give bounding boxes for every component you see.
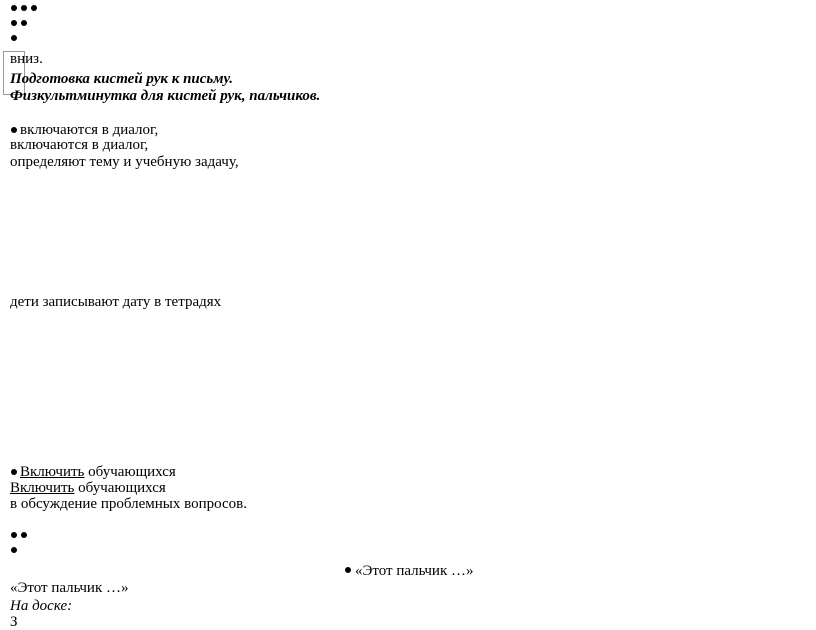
heading-prep: Подготовка кистей рук к письму. bbox=[10, 71, 234, 87]
include-rest-a: обучающихся bbox=[84, 464, 176, 480]
cut-off-line: З bbox=[10, 614, 18, 630]
bullet-dot bbox=[21, 5, 27, 11]
bullet-dot bbox=[21, 20, 27, 26]
bullet-dot bbox=[21, 532, 27, 538]
dialog-line-b: включаются в диалог, bbox=[10, 137, 149, 153]
board-label: На доске: bbox=[10, 598, 73, 614]
bullet-dot bbox=[11, 547, 17, 553]
date-line: дети записывают дату в тетрадях bbox=[10, 294, 222, 310]
discussion-line: в обсуждение проблемных вопросов. bbox=[10, 496, 247, 512]
heading-physical: Физкультминутка для кистей рук, пальчиков. bbox=[10, 88, 321, 104]
include-word-a: Включить bbox=[20, 464, 85, 480]
bullet-dot bbox=[11, 127, 17, 133]
bullet-dot bbox=[11, 469, 17, 475]
bullet-dot bbox=[11, 5, 17, 11]
line-down: вниз. bbox=[10, 51, 43, 67]
bullet-dot bbox=[11, 532, 17, 538]
include-line-b bbox=[10, 480, 166, 496]
topic-line: определяют тему и учебную задачу, bbox=[10, 154, 239, 170]
bullet-dot bbox=[11, 35, 17, 41]
include-line-a bbox=[20, 464, 176, 480]
finger-rhyme-left: «Этот пальчик …» bbox=[10, 580, 129, 596]
bullet-dot bbox=[345, 567, 351, 573]
include-word-b: Включить bbox=[10, 480, 75, 496]
bullet-dot bbox=[11, 20, 17, 26]
include-rest-b: обучающихся bbox=[74, 480, 166, 496]
dialog-line-a: включаются в диалог, bbox=[20, 122, 159, 138]
finger-rhyme-right: «Этот пальчик …» bbox=[355, 563, 474, 579]
bullet-dot bbox=[31, 5, 37, 11]
